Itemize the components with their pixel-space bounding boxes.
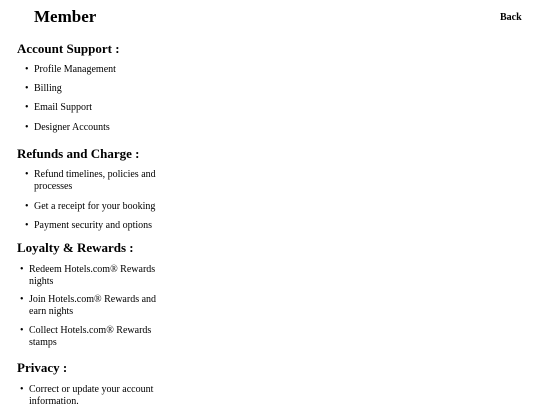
bullet-icon: • [25, 220, 29, 231]
list-item-label: Get a receipt for your booking [34, 201, 156, 212]
list-item-label: Join Hotels.com® Rewards and earn nights [29, 294, 157, 317]
back-link[interactable]: Back [500, 12, 522, 23]
list-item-label: Email Support [34, 102, 93, 113]
list-item-correct-account-info[interactable] [20, 384, 174, 405]
list-item-label: Collect Hotels.com® Rewards stamps [29, 325, 152, 348]
section-heading-refunds-and-charge: Refunds and Charge : [17, 146, 140, 161]
list-item-label: Redeem Hotels.com® Rewards nights [29, 264, 156, 287]
bullet-icon: • [20, 264, 24, 275]
list-item-label: Correct or update your account information. [29, 384, 154, 405]
bullet-icon: • [25, 102, 29, 113]
list-item-get-receipt[interactable] [25, 201, 179, 213]
list-item-redeem-rewards[interactable] [20, 264, 174, 288]
bullet-icon: • [25, 83, 29, 94]
bullet-icon: • [25, 122, 29, 133]
list-item-label: Profile Management [34, 64, 116, 75]
bullet-icon: • [20, 294, 24, 305]
list-item-designer-accounts[interactable] [25, 122, 179, 134]
list-item-label: Billing [34, 83, 62, 94]
bullet-icon: • [25, 169, 29, 180]
list-item-label: Designer Accounts [34, 122, 110, 133]
page-title: Member [34, 7, 97, 26]
bullet-icon: • [20, 384, 24, 395]
list-item-billing[interactable] [25, 83, 179, 95]
list-item-profile-management[interactable] [25, 64, 179, 76]
list-item-label: Payment security and options [34, 220, 153, 231]
bullet-icon: • [20, 325, 24, 336]
section-heading-account-support: Account Support : [17, 41, 120, 56]
list-item-payment-security[interactable] [25, 220, 179, 232]
list-item-refund-timelines[interactable] [25, 169, 179, 193]
bullet-icon: • [25, 201, 29, 212]
section-heading-privacy: Privacy : [17, 360, 68, 375]
section-heading-loyalty-rewards: Loyalty & Rewards : [17, 240, 134, 255]
list-item-collect-stamps[interactable] [20, 325, 174, 349]
list-item-join-rewards[interactable] [20, 294, 174, 318]
list-item-email-support[interactable] [25, 102, 179, 114]
bullet-icon: • [25, 64, 29, 75]
list-item-label: Refund timelines, policies and processes [34, 169, 156, 192]
